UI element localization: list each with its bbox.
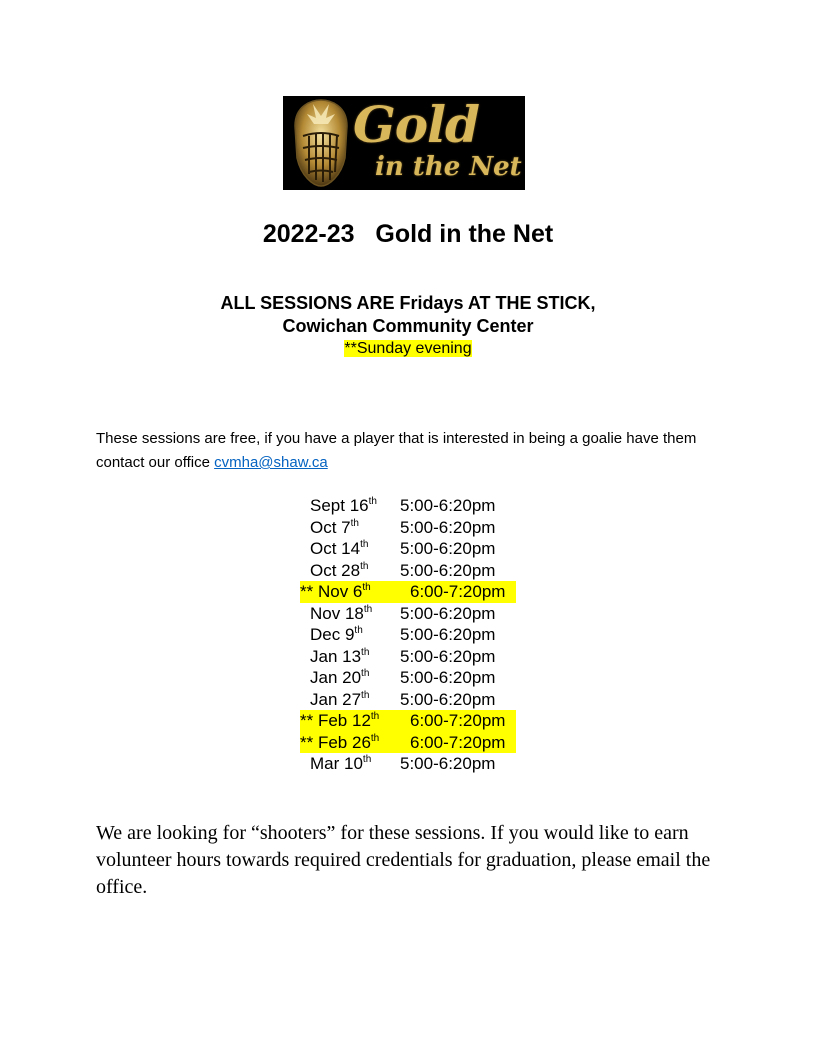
schedule-row xyxy=(300,560,560,582)
session-date-text: Oct 28 xyxy=(310,560,361,580)
session-date-suffix: th xyxy=(368,496,377,507)
session-date-text: Feb 26 xyxy=(317,732,371,752)
logo-text-in-the-net: in the Net xyxy=(375,152,522,182)
session-date-text: Oct 7 xyxy=(310,517,351,537)
session-date xyxy=(310,689,369,711)
session-date xyxy=(300,710,379,732)
session-date-suffix: th xyxy=(361,668,370,679)
session-date-suffix: th xyxy=(354,625,363,636)
session-date xyxy=(300,732,379,754)
session-date-suffix: th xyxy=(361,646,370,658)
intro-text: These sessions are free, if you have a player that is interested in being a goalie have them contact our office xyxy=(96,430,697,471)
session-time: 5:00-6:20pm xyxy=(400,625,496,644)
session-date-text: Jan 13 xyxy=(310,646,362,666)
session-time: 5:00-6:20pm xyxy=(400,754,496,773)
session-date-text: Dec 9 xyxy=(310,625,355,644)
session-date-suffix: th xyxy=(360,560,369,572)
session-date-text: Nov 6 xyxy=(317,582,363,601)
session-marker: ** xyxy=(300,582,318,601)
session-date xyxy=(310,495,377,517)
session-date-suffix: th xyxy=(360,539,369,550)
schedule-row xyxy=(300,689,560,711)
session-time: 5:00-6:20pm xyxy=(400,646,496,666)
schedule-row xyxy=(300,603,560,625)
session-date-text: Jan 20 xyxy=(310,668,362,687)
session-time: 5:00-6:20pm xyxy=(400,539,496,558)
schedule-row xyxy=(300,710,560,732)
session-date-suffix: th xyxy=(370,711,380,722)
session-date-suffix: th xyxy=(350,517,359,529)
session-time: 5:00-6:20pm xyxy=(400,668,496,687)
session-marker: ** xyxy=(300,711,318,730)
session-marker: ** xyxy=(300,732,318,752)
session-time: 5:00-6:20pm xyxy=(400,517,496,537)
session-date-text: Oct 14 xyxy=(310,539,361,558)
session-date xyxy=(310,538,368,560)
sunday-note xyxy=(0,340,816,358)
logo-text-gold: Gold xyxy=(353,96,480,154)
session-time: 5:00-6:20pm xyxy=(400,689,496,709)
schedule-row xyxy=(300,517,560,539)
page-title: 2022-23 Gold in the Net xyxy=(262,220,554,248)
gold-in-the-net-logo xyxy=(283,96,525,190)
session-date-text: Mar 10 xyxy=(310,754,363,773)
subtitle-venue-line: Cowichan Community Center xyxy=(282,316,534,336)
session-date-suffix: th xyxy=(362,754,372,765)
session-time: 6:00-7:20pm xyxy=(410,582,506,601)
session-time: 6:00-7:20pm xyxy=(410,711,506,730)
session-date xyxy=(300,581,371,603)
schedule-row xyxy=(300,753,560,775)
contact-email-link[interactable]: cvmha@shaw.ca xyxy=(214,454,328,471)
session-time: 5:00-6:20pm xyxy=(400,603,496,623)
session-date xyxy=(310,560,368,582)
session-date-suffix: th xyxy=(361,689,370,701)
intro-paragraph xyxy=(96,427,736,475)
schedule-row xyxy=(300,624,560,646)
schedule-row xyxy=(300,495,560,517)
session-date-text: Feb 12 xyxy=(317,711,371,730)
session-schedule xyxy=(300,495,560,775)
session-date xyxy=(310,624,363,646)
schedule-row xyxy=(300,667,560,689)
subtitle-location-line: ALL SESSIONS ARE Fridays AT THE STICK, xyxy=(220,293,596,313)
session-date xyxy=(310,753,371,775)
session-date xyxy=(310,646,369,668)
schedule-row xyxy=(300,732,560,754)
session-date xyxy=(310,603,372,625)
schedule-row xyxy=(300,646,560,668)
sunday-note-text: **Sunday evening xyxy=(344,340,472,357)
session-time: 6:00-7:20pm xyxy=(410,732,506,752)
session-time: 5:00-6:20pm xyxy=(400,496,496,515)
session-date-suffix: th xyxy=(362,582,371,593)
session-date-text: Jan 27 xyxy=(310,689,362,709)
session-date xyxy=(310,517,359,539)
schedule-row xyxy=(300,581,560,603)
session-date-suffix: th xyxy=(363,603,373,615)
session-date-text: Nov 18 xyxy=(310,603,364,623)
session-date-suffix: th xyxy=(370,732,380,744)
session-time: 5:00-6:20pm xyxy=(400,560,496,580)
session-date-text: Sept 16 xyxy=(310,496,369,515)
schedule-row xyxy=(300,538,560,560)
closing-paragraph: We are looking for “shooters” for these sessions. If you would like to earn volunteer hours towards required credentials for graduation, please email the office. xyxy=(96,822,711,898)
session-date xyxy=(310,667,369,689)
